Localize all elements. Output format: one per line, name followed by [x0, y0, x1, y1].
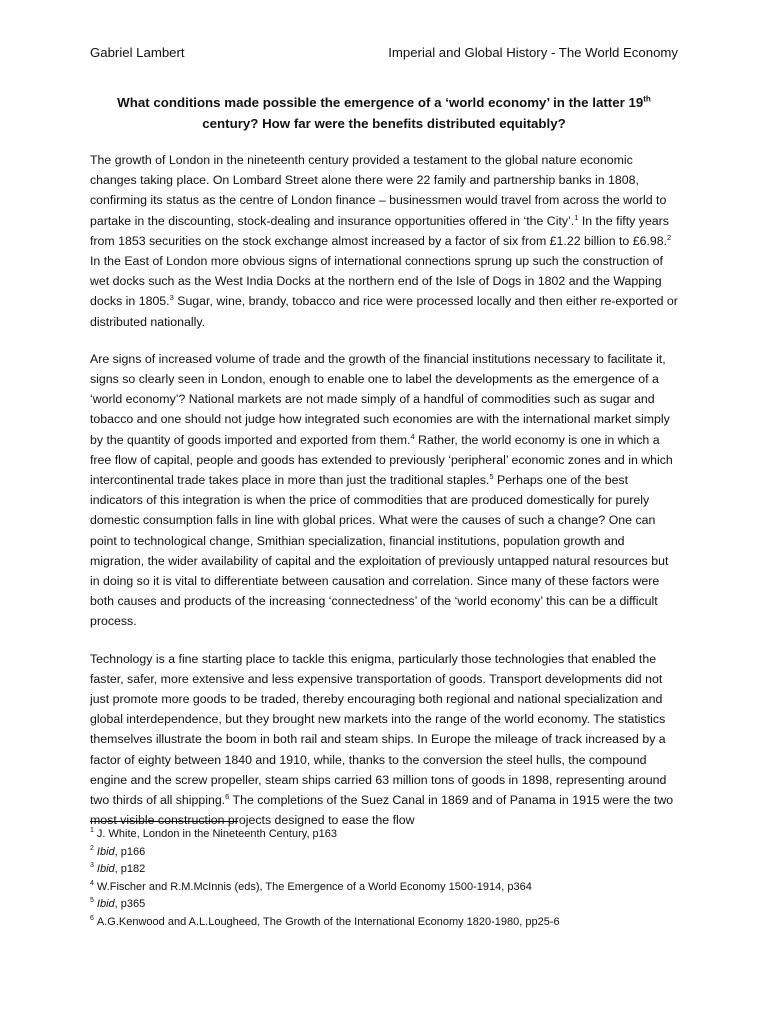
footnote-1: $^1$ J. White, London in the Nineteenth Century, p163 [90, 827, 338, 840]
essay-question-line1: What conditions made possible the emergence of a ‘world economy’ in the latter 19th [117, 94, 651, 110]
footnote-ref-1[interactable]: 1 [574, 212, 579, 222]
essay-question-line2: century? How far were the benefits distributed equitably? [202, 116, 566, 131]
footnote-5: $^5$ Ibid, p365 [90, 897, 146, 910]
paragraph-3: Technology is a fine starting place to tackle this enigma, particularly those technologies that enabled the faster, safer, more extensive and less expensive transportation of goods. Transport developments did not just promote more goods to be traded, thereby encouraging both regional and national specialization and global interdependence, but they brought new markets into the range of the world economy. The statistics themselves illustrate the boom in both rail and steam ships. In Europe the mileage of track increased by a factor of eighty between 1840 and 1910, while, thanks to the conversion the steel hulls, the compound engine and the screw propeller, steam ships carried 63 million tons of goods in 1898, representing around two thirds of all shipping.$^6$ The completions of the Suez Canal in 1869 and of Panama in 1915 were the two most visible construction projects designed to ease the flow [90, 651, 674, 828]
course-title: Imperial and Global History - The World Economy [388, 45, 678, 60]
footnote-6: $^6$ A.G.Kenwood and A.L.Lougheed, The Growth of the International Economy 1820-1980, pp25-6 [90, 914, 560, 928]
paragraph-2: Are signs of increased volume of trade and the growth of the financial institutions necessary to facilitate it, signs so clearly seen in London, enough to enable one to label the developments as the emergence of a ‘world economy’? National markets are not made simply of a handful of commodities such as sugar and tobacco and one should not judge how integrated such economies are with the international market simply by the quantity of goods imported and exported from them.$^4$ Rather, the world economy is one in which a free flow of capital, people and goods has extended to previously ‘peripheral’ economic zones and in which intercontinental trade takes place in more than just the traditional staples.$^5$ Perhaps one of the best indicators of this integration is when the price of commodities that are produced domestically for purely domestic consumption falls in line with global prices. What were the causes of such a change? One can point to technological change, Smithian specialization, financial institutions, population growth and migration, the wider availability of capital and the exploitation of previously untapped natural resources but in doing so it is vital to differentiate between causation and correlation. Since many of these factors were both causes and products of the increasing ‘connectedness’ of the ‘world economy’ this can be a difficult process. [90, 351, 673, 629]
paragraph-1: The growth of London in the nineteenth century provided a testament to the global nature economic changes taking place. On Lombard Street alone there were 22 family and partnership banks in 1808, confirming its status as the centre of London finance – businessmen would travel from across the world to partake in the discounting, stock-dealing and insurance opportunities offered in ‘the City’.$^1$ In the fifty years from 1853 securities on the stock exchange almost increased by a factor of six from £1.22 billion to £6.98.$^2$ In the East of London more obvious signs of international connections sprung up such the construction of wet docks such as the West India Docks at the northern end of the Isle of Dogs in 1802 and the Wapping docks in 1805.$^3$ Sugar, wine, brandy, tobacco and rice were processed locally and then either re-exported or distributed nationally. [90, 153, 678, 329]
footnote-4: $^4$ W.Fischer and R.M.McInnis (eds), The Emergence of a World Economy 1500-1914, p364 [90, 879, 532, 893]
footnotes [90, 826, 678, 931]
page-header [90, 44, 678, 62]
footnote-ref-2[interactable]: 2 [667, 232, 672, 242]
footnote-2: $^2$ Ibid, p166 [90, 844, 146, 858]
footnote-3: $^3$ Ibid, p182 [90, 862, 146, 875]
footnote-ref-4[interactable]: 4 [410, 431, 415, 441]
footnote-ref-3[interactable]: 3 [169, 293, 174, 303]
author-name: Gabriel Lambert [90, 45, 185, 60]
footnote-ref-6[interactable]: 6 [225, 791, 230, 801]
footnote-ref-5[interactable]: 5 [489, 471, 494, 481]
ordinal-suffix: th [643, 94, 651, 104]
essay-question [90, 92, 678, 134]
footnote-separator [90, 821, 238, 822]
essay-body [90, 150, 678, 831]
